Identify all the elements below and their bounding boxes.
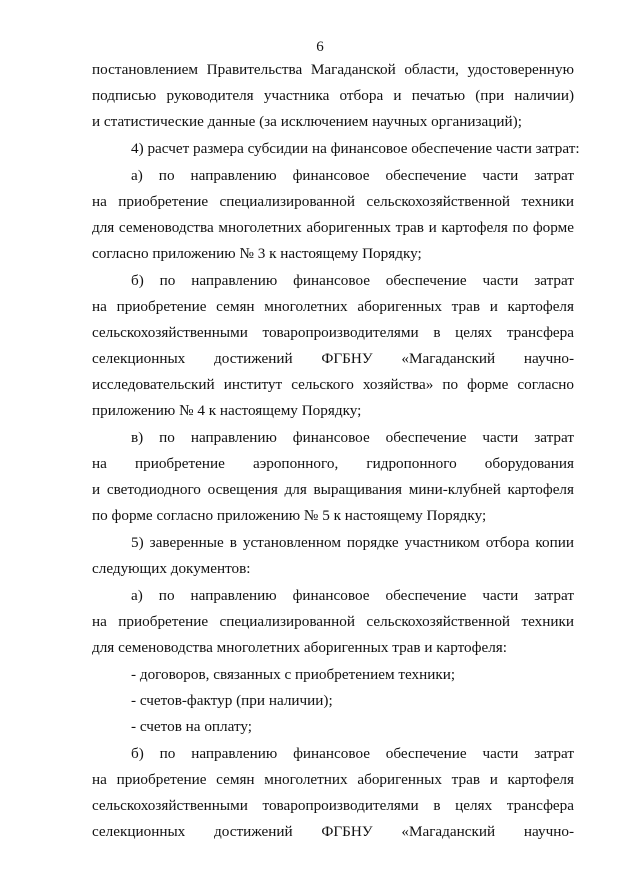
- text-line: по форме согласно приложению № 5 к настоящему Порядку;: [92, 507, 487, 524]
- text-line: селекционных достижений ФГБНУ «Магаданский научно-: [92, 350, 574, 367]
- text-line: приложению № 4 к настоящему Порядку;: [92, 402, 362, 419]
- text-line: сельскохозяйственными товаропроизводителями в целях трансфера: [92, 797, 574, 814]
- text-line: на приобретение специализированной сельскохозяйственной техники: [92, 193, 574, 210]
- paragraph-start-line: б) по направлению финансовое обеспечение части затрат: [131, 272, 574, 289]
- list-item: - счетов-фактур (при наличии);: [131, 692, 333, 709]
- text-line: исследовательский институт сельского хозяйства» по форме согласно: [92, 376, 574, 393]
- text-line: на приобретение семян многолетних аборигенных трав и картофеля: [92, 298, 574, 315]
- text-line: постановлением Правительства Магаданской области, удостоверенную: [92, 61, 574, 78]
- text-line: согласно приложению № 3 к настоящему Порядку;: [92, 245, 422, 262]
- text-line: селекционных достижений ФГБНУ «Магаданский научно-: [92, 823, 574, 840]
- list-item: - договоров, связанных с приобретением техники;: [131, 666, 456, 683]
- list-item: - счетов на оплату;: [131, 718, 253, 735]
- paragraph-start-line: 4) расчет размера субсидии на финансовое обеспечение части затрат:: [131, 140, 580, 157]
- text-line: и светодиодного освещения для выращивания мини-клубней картофеля: [92, 481, 574, 498]
- text-line: на приобретение специализированной сельскохозяйственной техники: [92, 613, 574, 630]
- text-line: на приобретение семян многолетних аборигенных трав и картофеля: [92, 771, 574, 788]
- text-line: следующих документов:: [92, 560, 251, 577]
- text-line: для семеноводства многолетних аборигенных трав и картофеля по форме: [92, 219, 574, 236]
- text-line: сельскохозяйственными товаропроизводителями в целях трансфера: [92, 324, 574, 341]
- paragraph-start-line: 5) заверенные в установленном порядке участником отбора копии: [131, 534, 574, 551]
- text-line: и статистические данные (за исключением научных организаций);: [92, 113, 522, 130]
- page-number: 6: [316, 39, 324, 55]
- paragraph-start-line: б) по направлению финансовое обеспечение части затрат: [131, 745, 574, 762]
- text-line: подписью руководителя участника отбора и печатью (при наличии): [92, 87, 574, 104]
- paragraph-start-line: а) по направлению финансовое обеспечение части затрат: [131, 587, 574, 604]
- text-line: на приобретение аэропонного, гидропонного оборудования: [92, 455, 574, 472]
- paragraph-start-line: в) по направлению финансовое обеспечение части затрат: [131, 429, 574, 446]
- text-line: для семеноводства многолетних аборигенных трав и картофеля:: [92, 639, 507, 656]
- paragraph-start-line: а) по направлению финансовое обеспечение части затрат: [131, 167, 574, 184]
